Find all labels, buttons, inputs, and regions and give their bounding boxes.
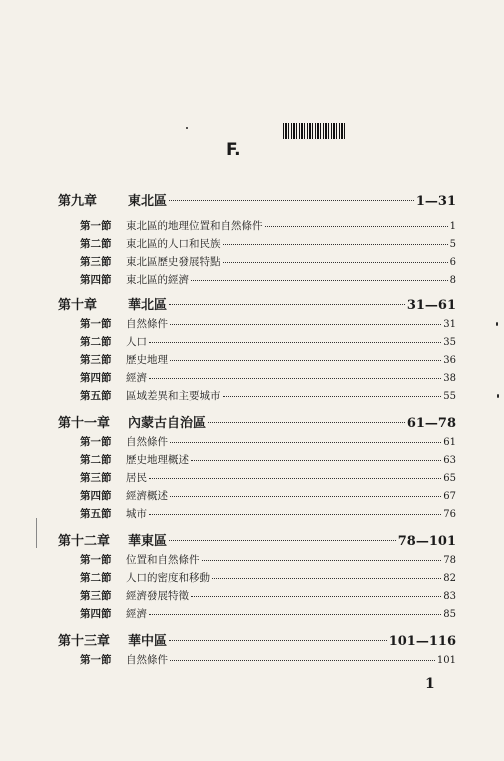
page-range: 67 — [443, 491, 456, 502]
section-number: 第四節 — [80, 608, 112, 620]
toc-section-row — [80, 588, 456, 603]
dot-leader — [202, 560, 442, 561]
section-number: 第二節 — [80, 572, 112, 584]
dot-leader — [191, 596, 441, 597]
chapter-number: 第十章 — [58, 298, 98, 313]
section-number: 第四節 — [80, 372, 112, 384]
section-number: 第四節 — [80, 490, 112, 502]
dot-leader — [149, 478, 441, 479]
toc-chapter-row — [58, 630, 456, 649]
section-title: 自然條件 — [126, 436, 168, 448]
section-title: 東北區的地理位置和自然條件 — [126, 220, 263, 232]
toc-section-row — [80, 272, 456, 287]
page-range: 31 — [443, 319, 456, 330]
toc-section-row — [80, 452, 456, 467]
page-range: 1—31 — [415, 194, 456, 209]
chapter-title: 華東區 — [128, 534, 168, 549]
toc-section-row — [80, 470, 456, 485]
section-title: 經濟 — [126, 372, 147, 384]
section-number: 第一節 — [80, 318, 112, 330]
page-range: 35 — [443, 337, 456, 348]
section-title: 區域差異和主要城市 — [126, 390, 221, 402]
section-title: 位置和自然條件 — [126, 554, 200, 566]
chapter-title: 華中區 — [128, 634, 168, 649]
chapter-number: 第十三章 — [58, 634, 111, 649]
page-range: 61—78 — [406, 416, 456, 431]
page-range: 55 — [443, 391, 456, 402]
dot-leader — [170, 442, 441, 443]
toc-section-row — [80, 652, 456, 667]
header-mark: F. — [226, 140, 240, 160]
page-range: 1 — [449, 221, 456, 232]
print-speck — [36, 518, 37, 548]
dot-leader — [149, 378, 441, 379]
section-number: 第三節 — [80, 472, 112, 484]
page-range: 38 — [443, 373, 456, 384]
dot-leader — [170, 660, 435, 661]
print-speck — [496, 322, 498, 326]
toc-section-row — [80, 236, 456, 251]
section-title: 歷史地理概述 — [126, 454, 189, 466]
page-range: 6 — [449, 257, 456, 268]
print-speck — [186, 127, 188, 129]
dot-leader — [212, 578, 441, 579]
dot-leader — [170, 360, 441, 361]
section-number: 第五節 — [80, 508, 112, 520]
page-number: 1 — [425, 676, 435, 692]
toc-section-row — [80, 434, 456, 449]
section-number: 第五節 — [80, 390, 112, 402]
section-title: 東北區歷史發展特點 — [126, 256, 221, 268]
page-range: 82 — [443, 573, 456, 584]
page-range: 101 — [436, 655, 456, 666]
dot-leader — [149, 342, 441, 343]
page-range: 76 — [443, 509, 456, 520]
toc-section-row — [80, 506, 456, 521]
section-number: 第三節 — [80, 590, 112, 602]
chapter-title: 東北區 — [128, 194, 168, 209]
toc-section-row — [80, 388, 456, 403]
section-title: 經濟發展特徵 — [126, 590, 189, 602]
toc-section-row — [80, 316, 456, 331]
toc-section-row — [80, 570, 456, 585]
toc-section-row — [80, 488, 456, 503]
toc-chapter-row — [58, 412, 456, 431]
chapter-number: 第十一章 — [58, 416, 111, 431]
dot-leader — [265, 226, 448, 227]
dot-leader — [223, 262, 448, 263]
dot-leader — [169, 540, 396, 541]
barcode — [283, 123, 347, 139]
section-number: 第二節 — [80, 454, 112, 466]
section-number: 第四節 — [80, 274, 112, 286]
toc-section-row — [80, 552, 456, 567]
dot-leader — [149, 514, 441, 515]
section-title: 自然條件 — [126, 654, 168, 666]
dot-leader — [223, 396, 442, 397]
toc-section-row — [80, 606, 456, 621]
section-number: 第三節 — [80, 256, 112, 268]
page-range: 36 — [443, 355, 456, 366]
print-speck — [497, 394, 499, 398]
page-range: 78—101 — [397, 534, 456, 549]
chapter-number: 第九章 — [58, 194, 98, 209]
section-title: 東北區的經濟 — [126, 274, 189, 286]
section-number: 第二節 — [80, 336, 112, 348]
toc-chapter-row — [58, 530, 456, 549]
dot-leader — [170, 324, 441, 325]
section-title: 東北區的人口和民族 — [126, 238, 221, 250]
section-title: 自然條件 — [126, 318, 168, 330]
dot-leader — [170, 496, 441, 497]
dot-leader — [169, 640, 387, 641]
toc-section-row — [80, 352, 456, 367]
section-title: 城市 — [126, 508, 147, 520]
section-number: 第三節 — [80, 354, 112, 366]
section-title: 經濟概述 — [126, 490, 168, 502]
page-range: 101—116 — [388, 634, 456, 649]
chapter-number: 第十二章 — [58, 534, 111, 549]
page-range: 63 — [443, 455, 456, 466]
toc-section-row — [80, 370, 456, 385]
section-number: 第二節 — [80, 238, 112, 250]
section-title: 歷史地理 — [126, 354, 168, 366]
page-range: 61 — [443, 437, 456, 448]
dot-leader — [191, 460, 441, 461]
section-title: 人口 — [126, 336, 147, 348]
section-title: 居民 — [126, 472, 147, 484]
section-number: 第一節 — [80, 220, 112, 232]
dot-leader — [169, 200, 414, 201]
page-range: 8 — [449, 275, 456, 286]
toc-section-row — [80, 334, 456, 349]
section-title: 人口的密度和移動 — [126, 572, 210, 584]
section-title: 經濟 — [126, 608, 147, 620]
section-number: 第一節 — [80, 554, 112, 566]
page-range: 65 — [443, 473, 456, 484]
page-range: 83 — [443, 591, 456, 602]
toc-section-row — [80, 218, 456, 233]
toc-chapter-row — [58, 190, 456, 209]
page-range: 31—61 — [406, 298, 456, 313]
dot-leader — [223, 244, 448, 245]
section-number: 第一節 — [80, 436, 112, 448]
section-number: 第一節 — [80, 654, 112, 666]
dot-leader — [208, 422, 405, 423]
dot-leader — [149, 614, 441, 615]
page-range: 5 — [449, 239, 456, 250]
dot-leader — [169, 304, 405, 305]
dot-leader — [191, 280, 448, 281]
chapter-title: 內蒙古自治區 — [128, 416, 207, 431]
page-range: 78 — [443, 555, 456, 566]
toc-chapter-row — [58, 294, 456, 313]
chapter-title: 華北區 — [128, 298, 168, 313]
page-range: 85 — [443, 609, 456, 620]
toc-section-row — [80, 254, 456, 269]
